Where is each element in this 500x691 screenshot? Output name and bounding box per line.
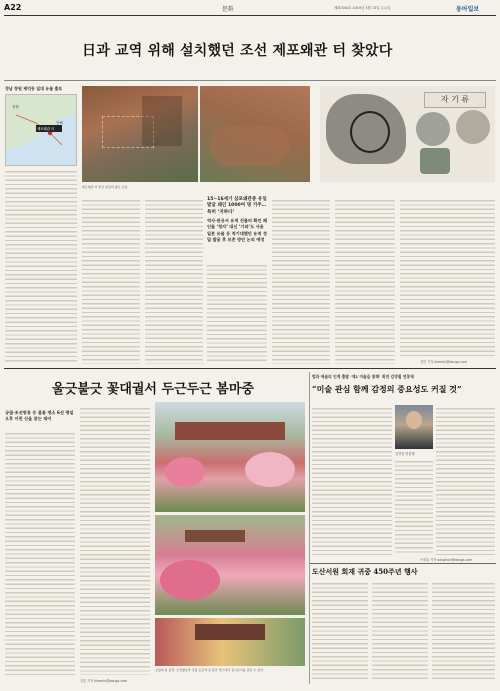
excavation-photo-2 xyxy=(200,86,310,182)
article1-subhead2: 역사·관공서 유적 건물터 확인 왜인들 ‘청자’ 대신 ‘기와’도 사용 일본 유물 등 적기대했던 유적 정밀 발굴 후 보존 방안 논의 예정 xyxy=(207,218,268,242)
article2-col2 xyxy=(80,405,150,675)
article3-kicker: 범과 애술의 인계 출발 ‘제1 미술을 통해’ 최연 김영철 연봉제 xyxy=(312,374,414,379)
article3-bottom-headline: 도산서원 회재 귀중 450주년 행사 xyxy=(312,567,418,576)
article1-col7 xyxy=(400,197,495,357)
map-label-jinhae: 진해 xyxy=(56,121,63,125)
photo-caption: 제포왜관 터 발굴 현장과 출토 유물. xyxy=(82,185,129,189)
article1-col1 xyxy=(5,168,77,364)
masthead-rule xyxy=(4,15,496,16)
article2-byline: 김민 기자 kimmin@donga.com xyxy=(80,679,128,683)
section-label: 문화 xyxy=(222,6,234,13)
article1-subhead1: 15~16세기 삼포왜관중 유일 발굴 왜인 1000여 명 거주… 특히 ‘지하다’ xyxy=(207,197,267,215)
person-photo xyxy=(395,405,433,449)
map-label-changwon: 창원 xyxy=(12,105,19,109)
garden-photo xyxy=(155,515,305,615)
map-label-site: 제포왜관 터 xyxy=(37,127,55,131)
article3-bottom-col3 xyxy=(432,580,495,680)
article3-col3 xyxy=(395,458,433,555)
page-number: A22 xyxy=(4,3,22,12)
article1-byline: 김민 기자 kimmin@donga.com xyxy=(420,360,468,364)
paper-name: 동아일보 xyxy=(456,6,480,13)
location-map xyxy=(5,94,77,166)
article1-headline: 日과 교역 위해 설치했던 조선 제포왜관 터 찾았다 xyxy=(82,43,393,59)
section-divider xyxy=(4,368,496,369)
excavation-photo xyxy=(82,86,198,182)
article1-col2 xyxy=(82,197,140,364)
article1-col6 xyxy=(335,197,395,364)
article2-deck: 궁궐·조선왕릉 등 봄꽃 명소 6선 평일 오후 이런 산을 찾는 재미 xyxy=(5,410,74,421)
person-caption: 김영철 연봉제 xyxy=(395,452,415,456)
issue-date: 제30344호 2019년 3월 13일 수요일 xyxy=(334,6,391,10)
article3-col1 xyxy=(312,405,392,555)
article2-caption: 궁궐의 봄 풍경. 조선왕릉과 궁궐 곳곳에 핀 봄꽃 명소에서 봄나들이를 즐길 수 있다. xyxy=(155,668,264,672)
article3-col2 xyxy=(436,405,495,555)
map-caption: 경남 창원 제덕동 일대 유물 출토 xyxy=(5,86,63,91)
article3-byline: 이상훈 기자 sanghun@donga.com xyxy=(420,558,473,562)
article3-divider xyxy=(310,563,496,564)
column-divider xyxy=(309,372,310,684)
article1-col5 xyxy=(272,197,330,364)
article1-col3 xyxy=(145,197,203,364)
article3-bottom-col1 xyxy=(312,580,368,680)
palace-photo xyxy=(155,402,305,512)
article1-col4 xyxy=(207,262,267,364)
article3-headline: “미술 관심 함께 감정의 중요성도 커질 것” xyxy=(312,384,462,394)
headline-rule xyxy=(4,80,496,81)
masthead xyxy=(4,3,496,15)
artifact-photo xyxy=(320,86,495,182)
article3-bottom-col2 xyxy=(372,580,428,680)
article2-headline: 울긋불긋 꽃대궐서 두근두근 봄마중 xyxy=(52,382,254,397)
article1-subhead-box xyxy=(207,197,267,259)
pavilion-photo xyxy=(155,618,305,666)
article2-col1 xyxy=(5,430,75,675)
artifact-stamp: 자 기 류 xyxy=(424,92,486,108)
